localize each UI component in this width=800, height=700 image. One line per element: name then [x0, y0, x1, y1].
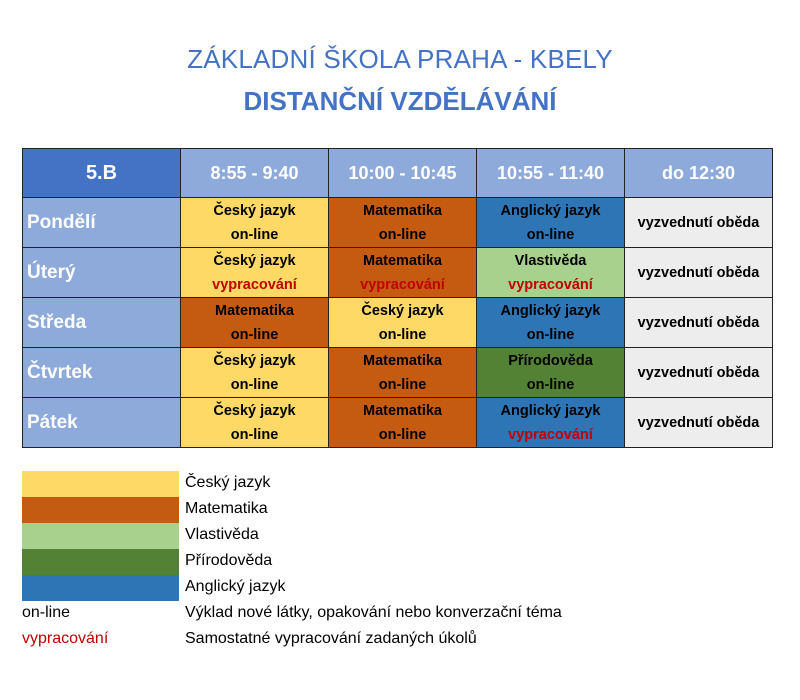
lesson-cell: [329, 248, 477, 298]
lesson-cell: [477, 248, 625, 298]
legend-mode-key: vypracování: [22, 630, 109, 647]
lesson-mode: vypracování: [212, 276, 297, 293]
lesson-mode: on-line: [378, 426, 427, 443]
school-name: ZÁKLADNÍ ŠKOLA PRAHA - KBELY: [187, 44, 613, 74]
legend-swatch: [22, 575, 179, 601]
legend-label: Matematika: [185, 500, 268, 517]
lesson-cell: [477, 348, 625, 398]
schedule-table: [22, 148, 773, 448]
class-label: 5.B: [23, 149, 181, 198]
lesson-subject: Anglický jazyk: [500, 402, 601, 419]
lesson-mode: on-line: [230, 326, 279, 343]
lesson-subject: Matematika: [215, 302, 294, 319]
lesson-mode: on-line: [526, 376, 575, 393]
lesson-mode: on-line: [378, 326, 427, 343]
lesson-subject: Matematika: [363, 402, 442, 419]
lesson-subject: Český jazyk: [213, 252, 296, 269]
lesson-subject: Český jazyk: [361, 302, 444, 319]
lesson-cell: [329, 298, 477, 348]
lesson-mode: vypracování: [360, 276, 445, 293]
legend-label: Český jazyk: [185, 474, 271, 491]
lesson-subject: Matematika: [363, 352, 442, 369]
page-title: DISTANČNÍ VZDĚLÁVÁNÍ: [243, 86, 557, 116]
lesson-mode: on-line: [230, 426, 279, 443]
table-row: [23, 348, 773, 398]
lunch-cell: vyzvednutí oběda: [625, 298, 773, 348]
lesson-mode: on-line: [378, 376, 427, 393]
header-row: [23, 149, 773, 198]
legend-label: Přírodověda: [185, 552, 273, 569]
day-name: Čtvrtek: [23, 348, 181, 398]
lesson-mode: on-line: [526, 326, 575, 343]
time-slot-2: 10:00 - 10:45: [329, 149, 477, 198]
legend-label: Vlastivěda: [185, 526, 259, 543]
lesson-cell: [181, 348, 329, 398]
time-slot-3: 10:55 - 11:40: [477, 149, 625, 198]
lesson-cell: [329, 348, 477, 398]
table-row: [23, 298, 773, 348]
legend-swatch: [22, 471, 179, 497]
legend-mode-description: Výklad nové látky, opakování nebo konverzační téma: [185, 604, 562, 621]
lesson-subject: Český jazyk: [213, 352, 296, 369]
day-name: Úterý: [23, 248, 181, 298]
lesson-cell: [477, 198, 625, 248]
lesson-mode: on-line: [230, 376, 279, 393]
lunch-cell: vyzvednutí oběda: [625, 398, 773, 448]
lesson-cell: [181, 248, 329, 298]
lesson-cell: [477, 298, 625, 348]
lesson-subject: Český jazyk: [213, 402, 296, 419]
lesson-cell: [477, 398, 625, 448]
lunch-cell: vyzvednutí oběda: [625, 248, 773, 298]
lesson-subject: Matematika: [363, 202, 442, 219]
lesson-cell: [181, 198, 329, 248]
lesson-cell: [181, 298, 329, 348]
day-name: Středa: [23, 298, 181, 348]
table-row: [23, 248, 773, 298]
lesson-cell: [181, 398, 329, 448]
lesson-subject: Vlastivěda: [514, 252, 587, 269]
table-row: [23, 398, 773, 448]
day-name: Pondělí: [23, 198, 181, 248]
lesson-mode: on-line: [378, 226, 427, 243]
time-slot-1: 8:55 - 9:40: [181, 149, 329, 198]
legend-swatch: [22, 523, 179, 549]
legend-swatch: [22, 497, 179, 523]
day-name: Pátek: [23, 398, 181, 448]
lesson-subject: Matematika: [363, 252, 442, 269]
lesson-subject: Český jazyk: [213, 202, 296, 219]
lesson-mode: vypracování: [508, 426, 593, 443]
lunch-cell: vyzvednutí oběda: [625, 348, 773, 398]
legend-swatch: [22, 549, 179, 575]
lesson-mode: vypracování: [508, 276, 593, 293]
lesson-cell: [329, 198, 477, 248]
lesson-mode: on-line: [526, 226, 575, 243]
lesson-mode: on-line: [230, 226, 279, 243]
lesson-cell: [329, 398, 477, 448]
lesson-subject: Přírodověda: [508, 352, 593, 369]
lunch-cell: vyzvednutí oběda: [625, 198, 773, 248]
lesson-subject: Anglický jazyk: [500, 302, 601, 319]
lesson-subject: Anglický jazyk: [500, 202, 601, 219]
legend-label: Anglický jazyk: [185, 578, 286, 595]
table-row: [23, 198, 773, 248]
legend-mode-description: Samostatné vypracování zadaných úkolů: [185, 630, 477, 647]
time-slot-4: do 12:30: [625, 149, 773, 198]
legend-mode-key: on-line: [22, 604, 71, 621]
